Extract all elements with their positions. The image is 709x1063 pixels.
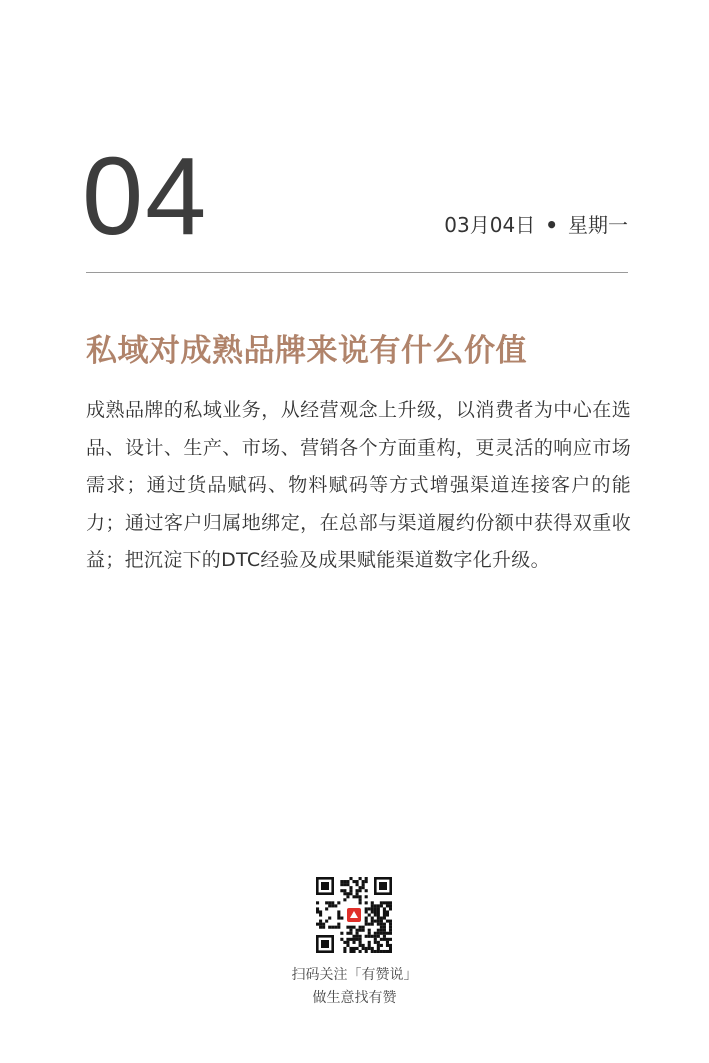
article-title: 私域对成熟品牌来说有什么价值 [86, 333, 527, 369]
date-separator: • [545, 213, 558, 237]
date-line [444, 212, 628, 238]
footer-follow-text: 扫码关注「有赞说」 [291, 967, 418, 983]
day-number: 04 [82, 135, 209, 258]
footer-slogan-text: 做生意找有赞 [312, 990, 397, 1006]
article-body: 成熟品牌的私域业务，从经营观念上升级，以消费者为中心在选品、设计、生产、市场、营销各个方面重构，更灵活的响应市场需求；通过货品赋码、物料赋码等方式增强渠道连接客户的能力；通过客户归属地绑定，在总部与渠道履约份额中获得双重收益；把沉淀下的DTC经验及成果赋能渠道数字化升级。 [86, 399, 631, 571]
qr-code-icon [316, 877, 392, 953]
date-text: 03月04日 [444, 213, 536, 237]
weekday-text: 星期一 [568, 213, 628, 237]
header-divider [86, 272, 628, 273]
